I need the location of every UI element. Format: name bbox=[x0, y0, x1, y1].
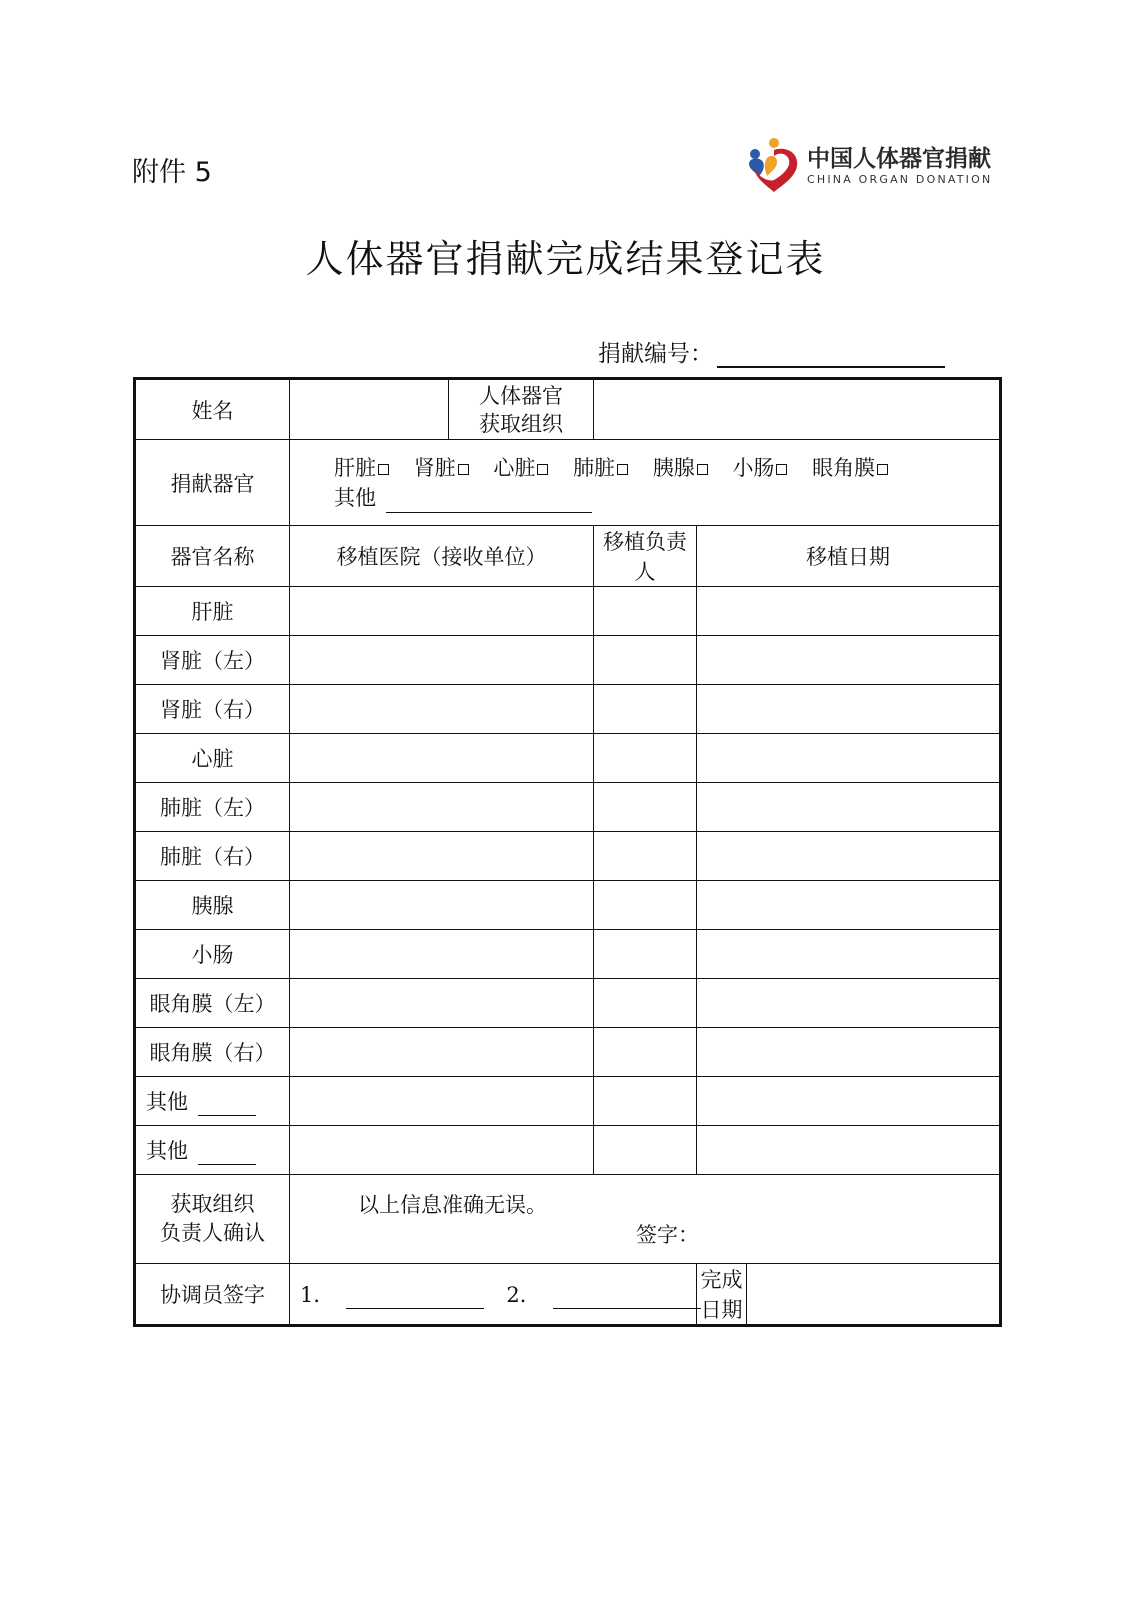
confirmation-row bbox=[135, 1175, 1001, 1264]
date-cell[interactable] bbox=[697, 587, 1001, 636]
coordinator-row bbox=[135, 1264, 1001, 1326]
checkbox-icon[interactable] bbox=[458, 464, 469, 475]
hospital-cell[interactable] bbox=[290, 734, 594, 783]
responsible-cell[interactable] bbox=[594, 587, 697, 636]
logo-chinese-text: 中国人体器官捐献 bbox=[807, 146, 991, 172]
col-organ-name: 器官名称 bbox=[135, 526, 290, 587]
hospital-cell[interactable] bbox=[290, 587, 594, 636]
organ-option-liver[interactable]: 肝脏 bbox=[334, 456, 389, 480]
column-header-row bbox=[135, 526, 1001, 587]
table-row bbox=[135, 685, 1001, 734]
logo-english-text: CHINA ORGAN DONATION bbox=[807, 173, 993, 186]
organ-other-blank[interactable] bbox=[386, 490, 592, 513]
table-row-other bbox=[135, 1126, 1001, 1175]
other-row-label: 其他 bbox=[135, 1126, 290, 1175]
date-cell[interactable] bbox=[697, 832, 1001, 881]
table-row bbox=[135, 587, 1001, 636]
organ-donation-logo bbox=[745, 136, 1005, 196]
responsible-cell[interactable] bbox=[594, 734, 697, 783]
hospital-cell[interactable] bbox=[290, 881, 594, 930]
hospital-cell[interactable] bbox=[290, 783, 594, 832]
table-row bbox=[135, 881, 1001, 930]
organ-option-cornea[interactable]: 眼角膜 bbox=[812, 456, 888, 480]
confirmation-cell[interactable] bbox=[290, 1175, 1001, 1264]
confirm-label-line2: 负责人确认 bbox=[160, 1221, 265, 1245]
coordinator-1-blank[interactable] bbox=[346, 1288, 484, 1309]
name-row bbox=[135, 379, 1001, 440]
hospital-cell[interactable] bbox=[290, 1077, 594, 1126]
table-row bbox=[135, 636, 1001, 685]
coordinator-1-label: 1． bbox=[300, 1283, 335, 1307]
heart-people-icon bbox=[745, 136, 803, 196]
hospital-cell[interactable] bbox=[290, 685, 594, 734]
table-row bbox=[135, 734, 1001, 783]
organ-other-label: 其他 bbox=[334, 485, 376, 510]
date-cell[interactable] bbox=[697, 881, 1001, 930]
date-cell[interactable] bbox=[697, 734, 1001, 783]
organ-row-label: 小肠 bbox=[135, 930, 290, 979]
donated-organs-label: 捐献器官 bbox=[135, 440, 290, 526]
donation-number-field[interactable] bbox=[598, 335, 945, 368]
responsible-cell[interactable] bbox=[594, 783, 697, 832]
responsible-cell[interactable] bbox=[594, 881, 697, 930]
checkbox-icon[interactable] bbox=[877, 464, 888, 475]
registration-form-table bbox=[133, 377, 1002, 1327]
table-row bbox=[135, 1028, 1001, 1077]
date-cell[interactable] bbox=[697, 783, 1001, 832]
organ-option-small-intestine[interactable]: 小肠 bbox=[732, 456, 787, 480]
confirm-text: 以上信息准确无误。 bbox=[358, 1193, 547, 1217]
date-cell[interactable] bbox=[697, 636, 1001, 685]
name-input-cell[interactable] bbox=[290, 379, 449, 440]
organ-row-label: 眼角膜（右） bbox=[135, 1028, 290, 1077]
other-row-label: 其他 bbox=[135, 1077, 290, 1126]
donation-number-blank[interactable] bbox=[717, 342, 945, 368]
org-label bbox=[449, 379, 594, 440]
completion-date-cell[interactable] bbox=[747, 1264, 1001, 1326]
page-title: 人体器官捐献完成结果登记表 bbox=[305, 237, 826, 281]
organ-options-line bbox=[334, 453, 999, 483]
responsible-cell[interactable] bbox=[594, 1077, 697, 1126]
checkbox-icon[interactable] bbox=[537, 464, 548, 475]
donation-number-label: 捐献编号： bbox=[598, 341, 713, 367]
other-row-blank[interactable] bbox=[198, 1146, 256, 1165]
name-label: 姓名 bbox=[135, 379, 290, 440]
table-row bbox=[135, 979, 1001, 1028]
responsible-cell[interactable] bbox=[594, 636, 697, 685]
date-cell[interactable] bbox=[697, 1126, 1001, 1175]
hospital-cell[interactable] bbox=[290, 1028, 594, 1077]
date-cell[interactable] bbox=[697, 930, 1001, 979]
coordinator-2-blank[interactable] bbox=[553, 1288, 701, 1309]
date-cell[interactable] bbox=[697, 1028, 1001, 1077]
col-hospital: 移植医院（接收单位） bbox=[290, 526, 594, 587]
hospital-cell[interactable] bbox=[290, 979, 594, 1028]
org-label-line1: 人体器官 bbox=[479, 383, 563, 408]
organ-other-line bbox=[334, 483, 999, 513]
completion-date-label: 完成日期 bbox=[697, 1264, 747, 1326]
date-cell[interactable] bbox=[697, 1077, 1001, 1126]
coordinator-2-label: 2． bbox=[506, 1283, 541, 1307]
organ-row-label: 肺脏（左） bbox=[135, 783, 290, 832]
coordinator-label: 协调员签字 bbox=[135, 1264, 290, 1326]
table-row bbox=[135, 930, 1001, 979]
org-label-line2: 获取组织 bbox=[479, 411, 563, 436]
hospital-cell[interactable] bbox=[290, 636, 594, 685]
table-row-other bbox=[135, 1077, 1001, 1126]
organ-option-heart[interactable]: 心脏 bbox=[493, 456, 548, 480]
responsible-cell[interactable] bbox=[594, 930, 697, 979]
donated-organs-row bbox=[135, 440, 1001, 526]
responsible-cell[interactable] bbox=[594, 685, 697, 734]
org-input-cell[interactable] bbox=[594, 379, 1001, 440]
confirm-label bbox=[135, 1175, 290, 1264]
col-date: 移植日期 bbox=[697, 526, 1001, 587]
organ-row-label: 肾脏（左） bbox=[135, 636, 290, 685]
date-cell[interactable] bbox=[697, 979, 1001, 1028]
coordinator-signatures bbox=[290, 1264, 697, 1326]
organ-row-label: 肝脏 bbox=[135, 587, 290, 636]
organ-row-label: 心脏 bbox=[135, 734, 290, 783]
responsible-cell[interactable] bbox=[594, 832, 697, 881]
hospital-cell[interactable] bbox=[290, 832, 594, 881]
responsible-cell[interactable] bbox=[594, 979, 697, 1028]
attachment-number: 附件 5 bbox=[132, 157, 212, 188]
other-row-blank[interactable] bbox=[198, 1097, 256, 1116]
checkbox-icon[interactable] bbox=[697, 464, 708, 475]
organ-row-label: 胰腺 bbox=[135, 881, 290, 930]
responsible-cell[interactable] bbox=[594, 1028, 697, 1077]
table-row bbox=[135, 783, 1001, 832]
table-row bbox=[135, 832, 1001, 881]
organ-row-label: 眼角膜（左） bbox=[135, 979, 290, 1028]
organ-option-pancreas[interactable]: 胰腺 bbox=[653, 456, 708, 480]
donated-organs-options bbox=[290, 440, 1001, 526]
signature-label: 签字： bbox=[636, 1223, 699, 1247]
date-cell[interactable] bbox=[697, 685, 1001, 734]
hospital-cell[interactable] bbox=[290, 1126, 594, 1175]
organ-row-label: 肾脏（右） bbox=[135, 685, 290, 734]
checkbox-icon[interactable] bbox=[776, 464, 787, 475]
hospital-cell[interactable] bbox=[290, 930, 594, 979]
organ-row-label: 肺脏（右） bbox=[135, 832, 290, 881]
responsible-cell[interactable] bbox=[594, 1126, 697, 1175]
checkbox-icon[interactable] bbox=[617, 464, 628, 475]
col-responsible: 移植负责人 bbox=[594, 526, 697, 587]
confirm-label-line1: 获取组织 bbox=[170, 1192, 255, 1216]
checkbox-icon[interactable] bbox=[378, 464, 389, 475]
organ-option-kidney[interactable]: 肾脏 bbox=[414, 456, 469, 480]
organ-option-lung[interactable]: 肺脏 bbox=[573, 456, 628, 480]
